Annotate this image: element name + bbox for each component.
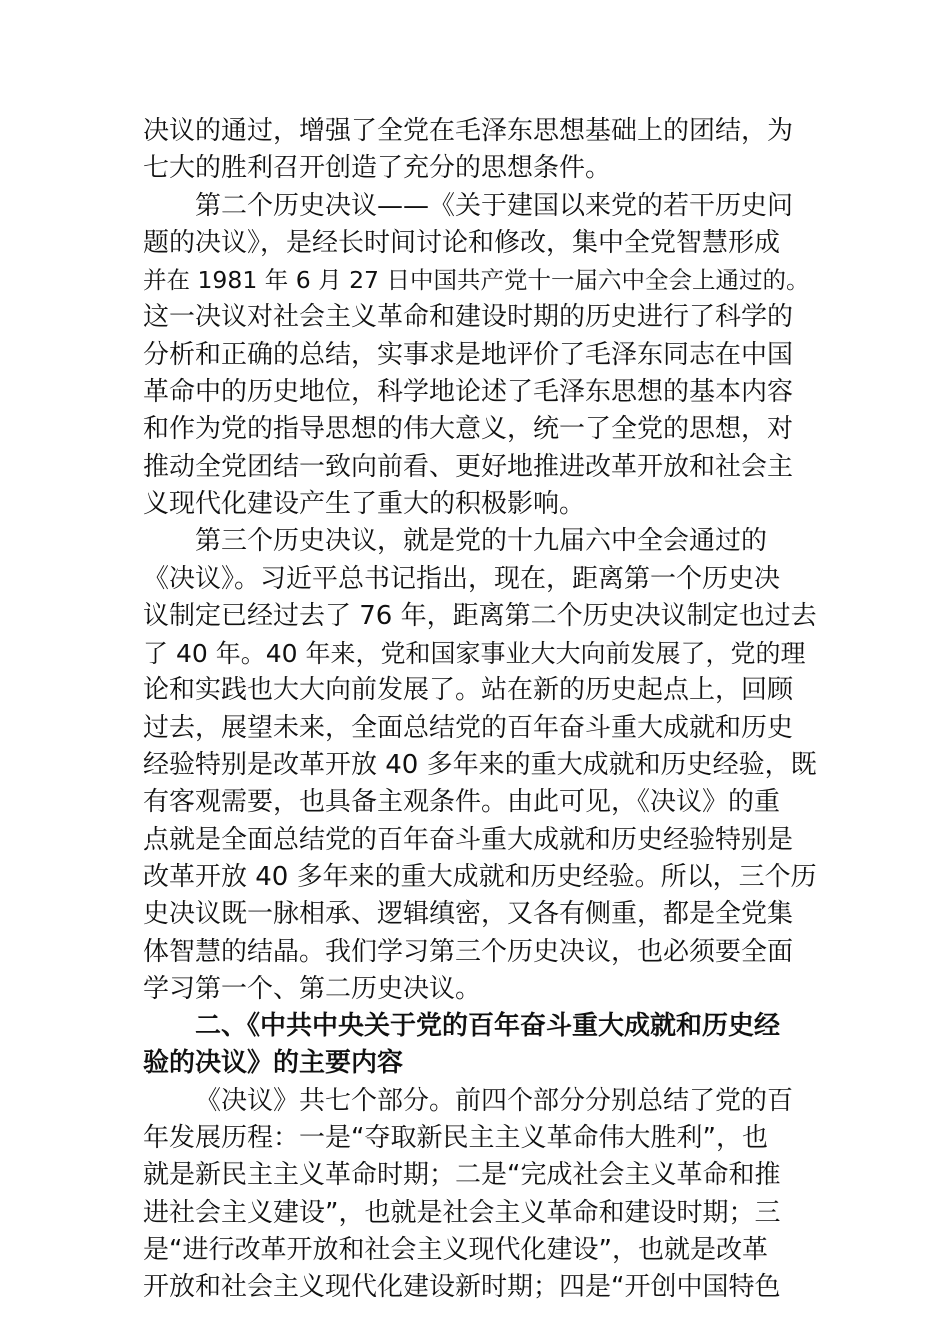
text-line: 《决议》。习近平总书记指出，现在，距离第一个历史决 bbox=[143, 563, 781, 594]
text-line: 了 40 年。40 年来，党和国家事业大大向前发展了，党的理 bbox=[143, 639, 806, 669]
text-line: 《决议》共七个部分。前四个部分分别总结了党的百 bbox=[195, 1085, 794, 1116]
text-line: 第三个历史决议，就是党的十九届六中全会通过的 bbox=[195, 526, 768, 557]
text-line: 进社会主义建设”，也就是社会主义革命和建设时期；三 bbox=[143, 1197, 781, 1228]
text-line: 议制定已经过去了 76 年，距离第二个历史决议制定也过去 bbox=[143, 600, 817, 631]
section-heading-line: 验的决议》的主要内容 bbox=[143, 1048, 404, 1079]
text-line: 分析和正确的总结，实事求是地评价了毛泽东同志在中国 bbox=[143, 339, 794, 370]
text-line: 学习第一个、第二历史决议。 bbox=[143, 973, 482, 1004]
text-line: 体智慧的结晶。我们学习第三个历史决议，也必须要全面 bbox=[143, 936, 794, 967]
document-body bbox=[143, 113, 817, 1307]
text-line: 并在 1981 年 6 月 27 日中国共产党十一届六中全会上通过的。 bbox=[143, 266, 810, 295]
text-line: 和作为党的指导思想的伟大意义，统一了全党的思想，对 bbox=[143, 414, 794, 445]
text-line: 开放和社会主义现代化建设新时期；四是“开创中国特色 bbox=[143, 1272, 781, 1303]
text-line: 义现代化建设产生了重大的积极影响。 bbox=[143, 488, 586, 519]
text-line: 点就是全面总结党的百年奋斗重大成就和历史经验特别是 bbox=[143, 824, 794, 855]
text-line: 史决议既一脉相承、逻辑缜密，又各有侧重，都是全党集 bbox=[143, 899, 794, 930]
text-line: 决议的通过，增强了全党在毛泽东思想基础上的团结，为 bbox=[143, 116, 794, 146]
text-line: 革命中的历史地位，科学地论述了毛泽东思想的基本内容 bbox=[143, 377, 794, 408]
text-line: 是“进行改革开放和社会主义现代化建设”，也就是改革 bbox=[143, 1234, 768, 1265]
text-line: 过去，展望未来，全面总结党的百年奋斗重大成就和历史 bbox=[143, 712, 794, 743]
text-line: 推动全党团结一致向前看、更好地推进改革开放和社会主 bbox=[143, 451, 794, 482]
text-line: 论和实践也大大向前发展了。站在新的历史起点上，回顾 bbox=[143, 675, 794, 706]
text-line: 七大的胜利召开创造了充分的思想条件。 bbox=[143, 153, 612, 184]
section-heading-line: 二、《中共中央关于党的百年奋斗重大成就和历史经 bbox=[195, 1011, 781, 1042]
text-line: 年发展历程：一是“夺取新民主主义革命伟大胜利”，也 bbox=[143, 1123, 768, 1154]
text-line: 改革开放 40 多年来的重大成就和历史经验。所以，三个历 bbox=[143, 861, 817, 892]
text-line: 经验特别是改革开放 40 多年来的重大成就和历史经验，既 bbox=[143, 750, 817, 781]
text-line: 有客观需要，也具备主观条件。由此可见，《决议》的重 bbox=[143, 787, 781, 818]
text-line: 第二个历史决议——《关于建国以来党的若干历史问 bbox=[195, 190, 794, 221]
text-line: 题的决议》，是经长时间讨论和修改，集中全党智慧形成 bbox=[143, 227, 781, 258]
text-line: 就是新民主主义革命时期；二是“完成社会主义革命和推 bbox=[143, 1160, 781, 1191]
text-line: 这一决议对社会主义革命和建设时期的历史进行了科学的 bbox=[143, 302, 794, 333]
